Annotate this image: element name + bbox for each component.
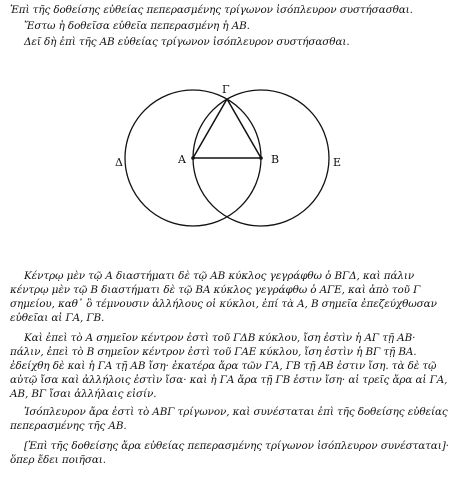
conclusion-line-2: πεπερασμένης τῆς ΑΒ. <box>10 420 127 432</box>
label-epsilon: Ε <box>333 156 342 169</box>
proposition-statement: Ἐπὶ τῆς δοθείσης εὐθείας πεπερασμένης τρίγωνον ἰσόπλευρον συστήσασθαι. <box>10 4 413 16</box>
construction-line-3: σημείου, καθ᾽ ὃ τέμνουσιν ἀλλήλους οἱ κύκλοι, ἐπί τὰ Α, Β σημεῖα ἐπεζεύχθωσαν <box>10 298 437 310</box>
segment-ga <box>193 99 227 158</box>
segment-gb <box>227 99 261 158</box>
point-a <box>191 156 195 160</box>
proof-line-2: πάλιν, ἐπεὶ τὸ Β σημεῖον κέντρον ἐστὶ τοῦ ΓΑΕ κύκλου, ἴση ἐστὶν ἡ ΒΓ τῇ ΒΑ. <box>10 346 417 358</box>
proof-line-3: ἐδείχθη δὲ καὶ ἡ ΓΑ τῇ ΑΒ ἴση· ἑκατέρα ἄρα τῶν ΓΑ, ΓΒ τῇ ΑΒ ἐστιν ἴση. τὰ δὲ τῷ <box>10 360 437 372</box>
label-delta: Δ <box>115 156 123 169</box>
proof-line-1: Καὶ ἐπεὶ τὸ Α σημεῖον κέντρον ἐστὶ τοῦ ΓΔΒ κύκλου, ἴση ἐστὶν ἡ ΑΓ τῇ ΑΒ· <box>24 332 416 344</box>
label-gamma: Γ <box>222 83 230 96</box>
qed-line-2: ὅπερ ἔδει ποιῆσαι. <box>10 454 106 466</box>
qed-line-1: [Ἐπὶ τῆς δοθείσης ἄρα εὐθείας πεπερασμένης τρίγωνον ἰσόπλευρον συνέσταται]· <box>24 440 449 452</box>
construction-line-2: κέντρῳ μὲν τῷ Β διαστήματι δὲ τῷ ΒΑ κύκλος γεγράφθω ὁ ΑΓΕ, καὶ ἀπὸ τοῦ Γ <box>10 284 421 296</box>
given-line-text: Ἔστω ἡ δοθεῖσα εὐθεῖα πεπερασμένη ἡ ΑΒ. <box>24 20 250 32</box>
label-alpha: Α <box>178 153 186 166</box>
label-beta: Β <box>271 153 280 166</box>
task-text: Δεῖ δὴ ἐπὶ τῆς ΑΒ εὐθείας τρίγωνον ἰσόπλευρον συστήσασθαι. <box>24 36 350 48</box>
proof-line-5: ΑΒ, ΒΓ ἴσαι ἀλλήλαις εἰσίν. <box>10 388 157 400</box>
proof-line-4: αὐτῷ ἴσα καὶ ἀλλήλοις ἐστὶν ἴσα· καὶ ἡ ΓΑ ἄρα τῇ ΓΒ ἐστιν ἴση· αἱ τρεῖς ἄρα αἱ ΓΑ, <box>10 374 448 386</box>
conclusion-line-1: Ἰσόπλευρον ἄρα ἐστὶ τὸ ΑΒΓ τρίγωνον, καὶ συνέσταται ἐπὶ τῆς δοθείσης εὐθείας <box>24 406 448 418</box>
construction-line-4: εὐθεῖαι αἱ ΓΑ, ΓΒ. <box>10 312 105 324</box>
point-b <box>259 156 263 160</box>
construction-line-1: Κέντρῳ μὲν τῷ Α διαστήματι δὲ τῷ ΑΒ κύκλος γεγράφθω ὁ ΒΓΔ, καὶ πάλιν <box>24 270 415 282</box>
